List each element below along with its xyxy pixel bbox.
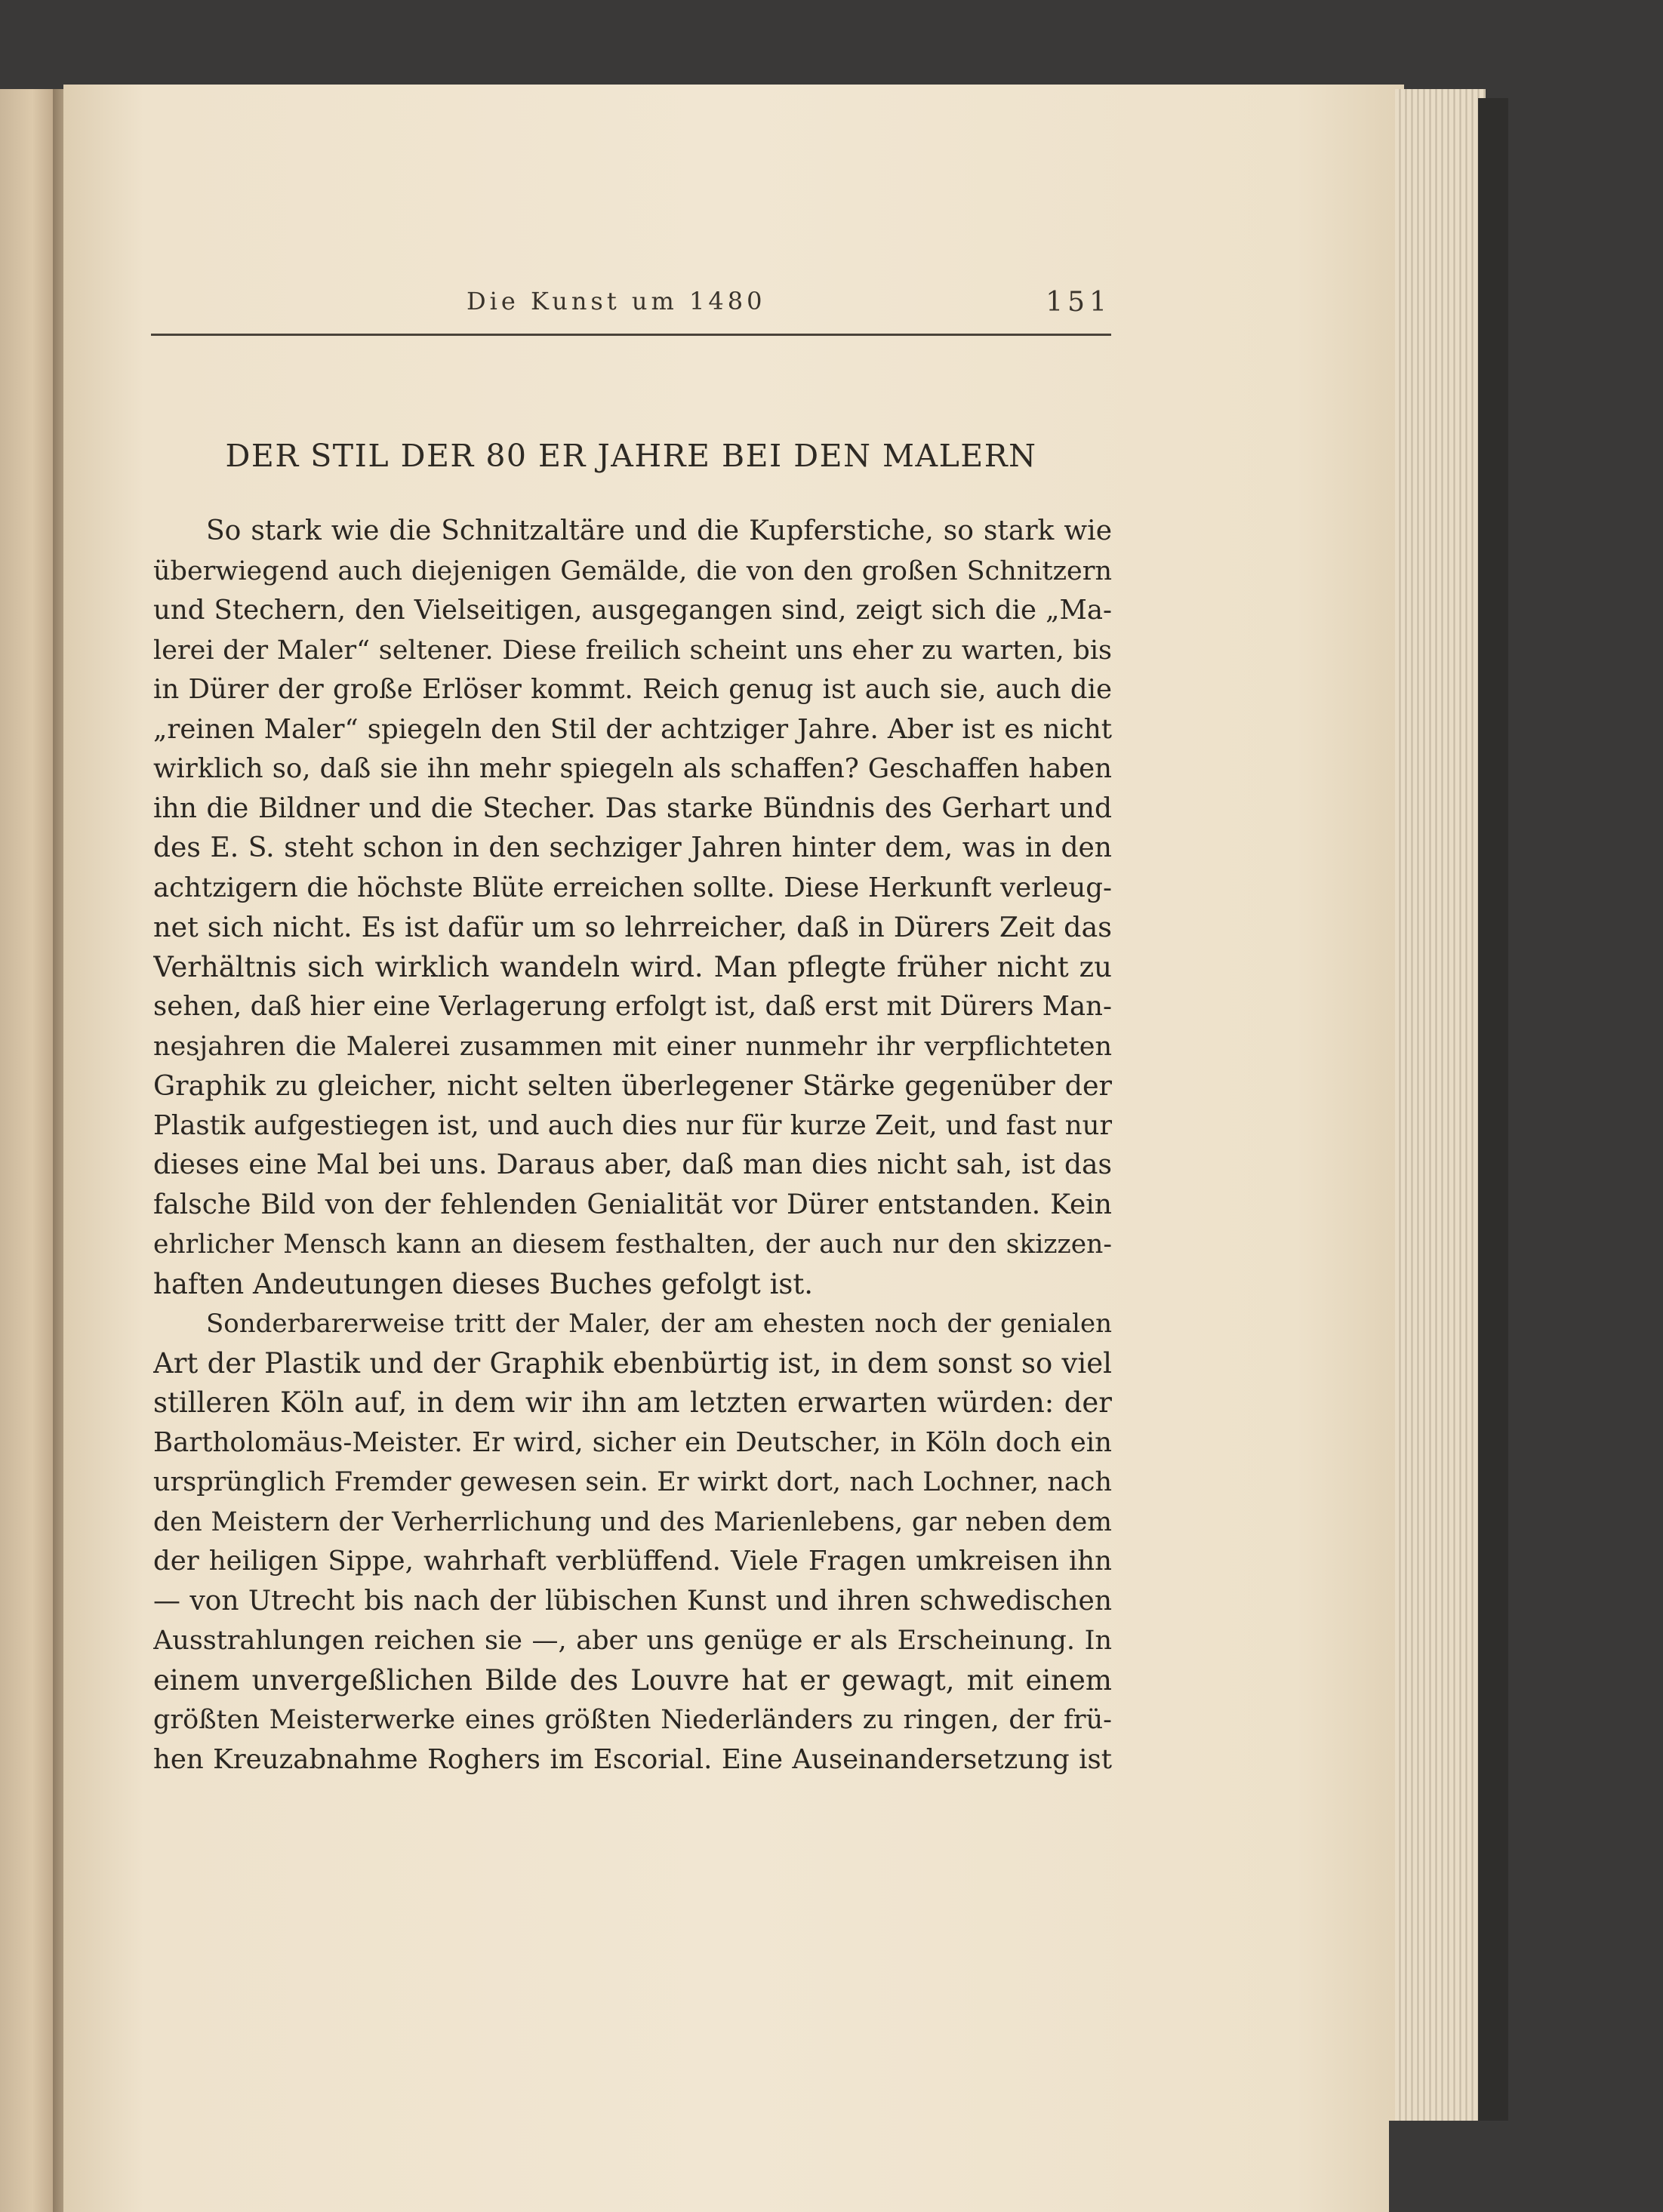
- text-line: und Stechern, den Vielseitigen, ausgegangen sind, zeigt sich die „Ma-: [153, 595, 1112, 626]
- text-line: — von Utrecht bis nach der lübischen Kunst und ihren schwedischen: [153, 1585, 1112, 1617]
- text-line: achtzigern die höchste Blüte erreichen sollte. Diese Herkunft verleug-: [153, 872, 1112, 903]
- text-line: größten Meisterwerke eines größten Niederländers zu ringen, der frü-: [153, 1705, 1112, 1735]
- text-line: lerei der Maler“ seltener. Diese freilich scheint uns eher zu warten, bis: [153, 635, 1112, 666]
- page-fore-edge: [1395, 89, 1486, 2127]
- page-number: 151: [1046, 287, 1111, 318]
- scan-background-right: [1508, 0, 1663, 2212]
- text-line: hen Kreuzabnahme Roghers im Escorial. Eine Auseinandersetzung ist: [153, 1743, 1112, 1775]
- chapter-title: DER STIL DER 80 ER JAHRE BEI DEN MALERN: [225, 438, 1037, 474]
- text-line: Sonderbarerweise tritt der Maler, der am ehesten noch der genialen: [206, 1309, 1112, 1339]
- text-line: nesjahren die Malerei zusammen mit einer nunmehr ihr verpflichteten: [153, 1031, 1112, 1062]
- running-head-title: Die Kunst um 1480: [467, 287, 766, 315]
- text-line: „reinen Maler“ spiegeln den Stil der achtziger Jahre. Aber ist es nicht: [153, 713, 1112, 745]
- scan-background-bottom: [1389, 2121, 1663, 2212]
- text-line: dieses eine Mal bei uns. Daraus aber, daß man dies nicht sah, ist das: [153, 1149, 1112, 1180]
- header-rule: [151, 334, 1111, 336]
- text-line: stilleren Köln auf, in dem wir ihn am letzten erwarten würden: der: [153, 1386, 1112, 1419]
- running-head: [151, 287, 1111, 334]
- text-line: falsche Bild von der fehlenden Genialität vor Dürer entstanden. Kein: [153, 1189, 1112, 1220]
- text-line: ursprünglich Fremder gewesen sein. Er wirkt dort, nach Lochner, nach: [153, 1467, 1112, 1497]
- text-line: net sich nicht. Es ist dafür um so lehrreicher, daß in Dürers Zeit das: [153, 911, 1112, 943]
- text-line: wirklich so, daß sie ihn mehr spiegeln als schaffen? Geschaffen haben: [153, 753, 1112, 784]
- text-line: ehrlicher Mensch kann an diesem festhalten, der auch nur den skizzen-: [153, 1229, 1112, 1260]
- text-line: Art der Plastik und der Graphik ebenbürtig ist, in dem sonst so viel: [153, 1346, 1112, 1380]
- scan-background-top: [0, 0, 1663, 98]
- text-line: haften Andeutungen dieses Buches gefolgt ist.: [153, 1267, 814, 1300]
- facing-page-edge: [0, 89, 59, 2212]
- text-line: Ausstrahlungen reichen sie —, aber uns genüge er als Erscheinung. In: [153, 1626, 1112, 1656]
- text-line: in Dürer der große Erlöser kommt. Reich genug ist auch sie, auch die: [153, 674, 1112, 705]
- text-line: überwiegend auch diejenigen Gemälde, die von den großen Schnitzern: [153, 555, 1112, 586]
- text-line: Verhältnis sich wirklich wandeln wird. Man pflegte früher nicht zu: [153, 950, 1112, 983]
- body-text: [153, 512, 1112, 1780]
- book-cover-edge: [1478, 98, 1508, 2121]
- text-line: Bartholomäus-Meister. Er wird, sicher ein Deutscher, in Köln doch ein: [153, 1426, 1112, 1458]
- text-line: des E. S. steht schon in den sechziger Jahren hinter dem, was in den: [153, 832, 1112, 863]
- text-line: den Meistern der Verherrlichung und des Marienlebens, gar neben dem: [153, 1506, 1112, 1537]
- text-line: Graphik zu gleicher, nicht selten überlegener Stärke gegenüber der: [153, 1069, 1112, 1102]
- text-line: sehen, daß hier eine Verlagerung erfolgt ist, daß erst mit Dürers Man-: [153, 991, 1112, 1022]
- text-line: Plastik aufgestiegen ist, und auch dies nur für kurze Zeit, und fast nur: [153, 1109, 1112, 1141]
- text-line: einem unvergeßlichen Bilde des Louvre hat er gewagt, mit einem: [153, 1663, 1112, 1697]
- text-line: der heiligen Sippe, wahrhaft verblüffend. Viele Fragen umkreisen ihn: [153, 1546, 1112, 1577]
- text-line: So stark wie die Schnitzaltäre und die Kupferstiche, so stark wie: [206, 515, 1112, 546]
- text-line: ihn die Bildner und die Stecher. Das starke Bündnis des Gerhart und: [153, 792, 1112, 824]
